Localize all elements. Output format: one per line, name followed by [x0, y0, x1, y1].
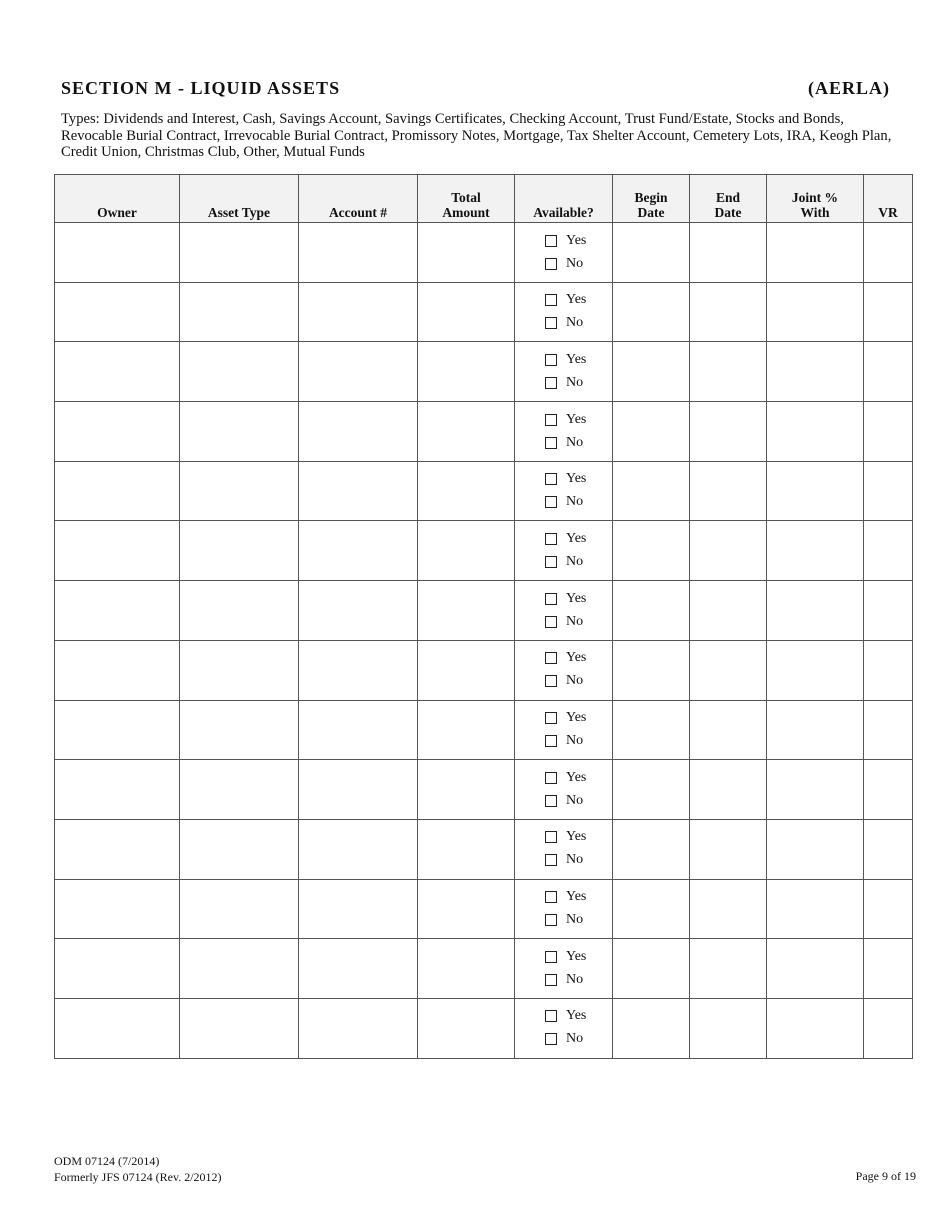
page-number: Page 9 of 19: [855, 1169, 916, 1183]
checkbox-no[interactable]: [545, 854, 557, 866]
cell-vr[interactable]: [864, 223, 913, 283]
cell-account-number[interactable]: [299, 640, 418, 700]
cell-owner[interactable]: [55, 223, 180, 283]
cell-account-number[interactable]: [299, 581, 418, 641]
cell-vr[interactable]: [864, 700, 913, 760]
cell-account-number[interactable]: [299, 402, 418, 462]
cell-asset-type[interactable]: [180, 998, 299, 1058]
available-no-option[interactable]: [545, 431, 612, 454]
table-row: [55, 819, 913, 879]
checkbox-yes[interactable]: [545, 831, 557, 843]
checkbox-label-yes: Yes: [566, 232, 587, 248]
checkbox-yes[interactable]: [545, 354, 557, 366]
cell-account-number[interactable]: [299, 700, 418, 760]
checkbox-no[interactable]: [545, 914, 557, 926]
cell-total-amount[interactable]: [418, 223, 515, 283]
cell-available: [515, 581, 613, 641]
table-row: [55, 700, 913, 760]
cell-begin-date[interactable]: [613, 819, 690, 879]
available-yes-option[interactable]: [545, 826, 612, 849]
cell-vr[interactable]: [864, 581, 913, 641]
cell-vr[interactable]: [864, 402, 913, 462]
formerly-id: Formerly JFS 07124 (Rev. 2/2012): [54, 1170, 222, 1184]
cell-joint-with[interactable]: [767, 640, 864, 700]
cell-available: [515, 819, 613, 879]
cell-owner[interactable]: [55, 700, 180, 760]
cell-begin-date[interactable]: [613, 521, 690, 581]
checkbox-label-yes: Yes: [566, 292, 587, 308]
checkbox-label-no: No: [566, 852, 584, 868]
cell-account-number[interactable]: [299, 282, 418, 342]
checkbox-label-no: No: [566, 912, 584, 928]
available-no-option[interactable]: [545, 730, 612, 753]
checkbox-label-no: No: [566, 494, 584, 510]
cell-vr[interactable]: [864, 342, 913, 402]
checkbox-no[interactable]: [545, 616, 557, 628]
cell-joint-with[interactable]: [767, 342, 864, 402]
cell-asset-type[interactable]: [180, 223, 299, 283]
cell-owner[interactable]: [55, 342, 180, 402]
cell-asset-type[interactable]: [180, 282, 299, 342]
cell-total-amount[interactable]: [418, 640, 515, 700]
checkbox-label-yes: Yes: [566, 829, 587, 845]
checkbox-yes[interactable]: [545, 1010, 557, 1022]
checkbox-yes[interactable]: [545, 235, 557, 247]
checkbox-label-no: No: [566, 374, 584, 390]
checkbox-no[interactable]: [545, 437, 557, 449]
cell-end-date[interactable]: [690, 402, 767, 462]
cell-account-number[interactable]: [299, 819, 418, 879]
cell-available: [515, 640, 613, 700]
cell-end-date[interactable]: [690, 998, 767, 1058]
form-identifier: [54, 1153, 222, 1185]
section-title: SECTION M - LIQUID ASSETS: [61, 78, 341, 98]
cell-total-amount[interactable]: [418, 581, 515, 641]
available-no-option[interactable]: [545, 491, 612, 514]
cell-available: [515, 282, 613, 342]
form-id: ODM 07124 (7/2014): [54, 1154, 160, 1168]
checkbox-label-no: No: [566, 315, 584, 331]
cell-total-amount[interactable]: [418, 819, 515, 879]
checkbox-no[interactable]: [545, 258, 557, 270]
cell-end-date[interactable]: [690, 461, 767, 521]
checkbox-yes[interactable]: [545, 891, 557, 903]
column-header-begin-date: Begin Date: [613, 175, 690, 223]
available-no-option[interactable]: [545, 670, 612, 693]
cell-account-number[interactable]: [299, 521, 418, 581]
available-yes-option[interactable]: [545, 229, 612, 252]
checkbox-yes[interactable]: [545, 772, 557, 784]
cell-asset-type[interactable]: [180, 342, 299, 402]
checkbox-yes[interactable]: [545, 593, 557, 605]
table-row: [55, 879, 913, 939]
cell-end-date[interactable]: [690, 342, 767, 402]
checkbox-label-no: No: [566, 792, 584, 808]
available-yes-option[interactable]: [545, 1005, 612, 1028]
checkbox-no[interactable]: [545, 377, 557, 389]
cell-available: [515, 402, 613, 462]
cell-end-date[interactable]: [690, 700, 767, 760]
checkbox-label-yes: Yes: [566, 411, 587, 427]
checkbox-label-yes: Yes: [566, 530, 587, 546]
column-header-end-date: End Date: [690, 175, 767, 223]
cell-available: [515, 998, 613, 1058]
cell-asset-type[interactable]: [180, 819, 299, 879]
cell-asset-type[interactable]: [180, 939, 299, 999]
cell-joint-with[interactable]: [767, 819, 864, 879]
checkbox-label-yes: Yes: [566, 351, 587, 367]
cell-account-number[interactable]: [299, 998, 418, 1058]
available-no-option[interactable]: [545, 849, 612, 872]
cell-total-amount[interactable]: [418, 282, 515, 342]
cell-end-date[interactable]: [690, 760, 767, 820]
cell-begin-date[interactable]: [613, 461, 690, 521]
column-header-vr: VR: [864, 175, 913, 223]
table-row: [55, 342, 913, 402]
available-no-option[interactable]: [545, 789, 612, 812]
available-yes-option[interactable]: [545, 707, 612, 730]
cell-owner[interactable]: [55, 819, 180, 879]
table-row: [55, 521, 913, 581]
available-no-option[interactable]: [545, 252, 612, 275]
cell-joint-with[interactable]: [767, 402, 864, 462]
cell-total-amount[interactable]: [418, 939, 515, 999]
column-header-total-amount: Total Amount: [418, 175, 515, 223]
cell-joint-with[interactable]: [767, 700, 864, 760]
cell-vr[interactable]: [864, 819, 913, 879]
available-no-option[interactable]: [545, 968, 612, 991]
checkbox-label-no: No: [566, 971, 584, 987]
cell-available: [515, 879, 613, 939]
cell-joint-with[interactable]: [767, 282, 864, 342]
cell-begin-date[interactable]: [613, 342, 690, 402]
cell-asset-type[interactable]: [180, 402, 299, 462]
cell-joint-with[interactable]: [767, 879, 864, 939]
checkbox-label-no: No: [566, 553, 584, 569]
checkbox-no[interactable]: [545, 556, 557, 568]
table-row: [55, 402, 913, 462]
cell-vr[interactable]: [864, 282, 913, 342]
cell-begin-date[interactable]: [613, 700, 690, 760]
cell-total-amount[interactable]: [418, 342, 515, 402]
column-header-available: Available?: [515, 175, 613, 223]
checkbox-label-no: No: [566, 255, 584, 271]
cell-end-date[interactable]: [690, 521, 767, 581]
checkbox-no[interactable]: [545, 795, 557, 807]
cell-joint-with[interactable]: [767, 461, 864, 521]
cell-account-number[interactable]: [299, 939, 418, 999]
available-no-option[interactable]: [545, 550, 612, 573]
cell-owner[interactable]: [55, 581, 180, 641]
column-header-joint-with: Joint % With: [767, 175, 864, 223]
cell-available: [515, 939, 613, 999]
cell-asset-type[interactable]: [180, 461, 299, 521]
available-yes-option[interactable]: [545, 468, 612, 491]
checkbox-label-yes: Yes: [566, 948, 587, 964]
asset-types-description: Types: Dividends and Interest, Cash, Savings Account, Savings Certificates, Checking Account, Trust Fund/Estate, Stocks and Bonds, Revocable Burial Contract, Irrevocable Burial Contract, Promissory Notes, Mortgage, Tax Shelter Account, Cemetery Lots, IRA, Keogh Plan, Credit Union, Christmas Club, Other, Mutual Funds: [61, 111, 892, 160]
cell-end-date[interactable]: [690, 581, 767, 641]
checkbox-no[interactable]: [545, 735, 557, 747]
checkbox-yes[interactable]: [545, 652, 557, 664]
cell-available: [515, 461, 613, 521]
table-row: [55, 581, 913, 641]
cell-asset-type[interactable]: [180, 581, 299, 641]
cell-total-amount[interactable]: [418, 521, 515, 581]
table-row: [55, 760, 913, 820]
column-header-asset-type: Asset Type: [180, 175, 299, 223]
table-row: [55, 282, 913, 342]
cell-available: [515, 760, 613, 820]
cell-end-date[interactable]: [690, 640, 767, 700]
checkbox-label-yes: Yes: [566, 650, 587, 666]
cell-end-date[interactable]: [690, 819, 767, 879]
cell-vr[interactable]: [864, 760, 913, 820]
table-row: [55, 640, 913, 700]
cell-asset-type[interactable]: [180, 521, 299, 581]
cell-begin-date[interactable]: [613, 939, 690, 999]
checkbox-yes[interactable]: [545, 533, 557, 545]
cell-account-number[interactable]: [299, 342, 418, 402]
form-code: (AERLA): [808, 78, 890, 98]
cell-account-number[interactable]: [299, 879, 418, 939]
cell-begin-date[interactable]: [613, 402, 690, 462]
cell-joint-with[interactable]: [767, 521, 864, 581]
checkbox-label-yes: Yes: [566, 769, 587, 785]
checkbox-no[interactable]: [545, 675, 557, 687]
cell-available: [515, 342, 613, 402]
column-header-account-number: Account #: [299, 175, 418, 223]
checkbox-no[interactable]: [545, 1033, 557, 1045]
cell-owner[interactable]: [55, 402, 180, 462]
cell-begin-date[interactable]: [613, 581, 690, 641]
cell-owner[interactable]: [55, 998, 180, 1058]
available-no-option[interactable]: [545, 1028, 612, 1051]
checkbox-yes[interactable]: [545, 473, 557, 485]
checkbox-label-no: No: [566, 434, 584, 450]
available-yes-option[interactable]: [545, 348, 612, 371]
available-no-option[interactable]: [545, 371, 612, 394]
cell-asset-type[interactable]: [180, 760, 299, 820]
available-yes-option[interactable]: [545, 587, 612, 610]
available-no-option[interactable]: [545, 909, 612, 932]
table-row: [55, 461, 913, 521]
cell-owner[interactable]: [55, 640, 180, 700]
cell-vr[interactable]: [864, 640, 913, 700]
checkbox-label-no: No: [566, 613, 584, 629]
cell-available: [515, 223, 613, 283]
cell-account-number[interactable]: [299, 461, 418, 521]
cell-begin-date[interactable]: [613, 282, 690, 342]
cell-account-number[interactable]: [299, 223, 418, 283]
cell-total-amount[interactable]: [418, 879, 515, 939]
cell-total-amount[interactable]: [418, 402, 515, 462]
cell-vr[interactable]: [864, 461, 913, 521]
cell-account-number[interactable]: [299, 760, 418, 820]
cell-asset-type[interactable]: [180, 640, 299, 700]
cell-asset-type[interactable]: [180, 700, 299, 760]
liquid-assets-table: [54, 174, 913, 1059]
cell-vr[interactable]: [864, 879, 913, 939]
cell-vr[interactable]: [864, 521, 913, 581]
cell-end-date[interactable]: [690, 282, 767, 342]
cell-asset-type[interactable]: [180, 879, 299, 939]
cell-total-amount[interactable]: [418, 760, 515, 820]
cell-end-date[interactable]: [690, 223, 767, 283]
cell-available: [515, 700, 613, 760]
checkbox-label-no: No: [566, 673, 584, 689]
checkbox-label-yes: Yes: [566, 590, 587, 606]
cell-end-date[interactable]: [690, 939, 767, 999]
checkbox-label-yes: Yes: [566, 1008, 587, 1024]
cell-owner[interactable]: [55, 760, 180, 820]
checkbox-label-no: No: [566, 733, 584, 748]
available-yes-option[interactable]: [545, 886, 612, 909]
table-row: [55, 939, 913, 999]
cell-total-amount[interactable]: [418, 700, 515, 760]
available-no-option[interactable]: [545, 312, 612, 335]
table-row: [55, 223, 913, 283]
checkbox-yes[interactable]: [545, 712, 557, 724]
cell-total-amount[interactable]: [418, 998, 515, 1058]
available-yes-option[interactable]: [545, 289, 612, 312]
cell-joint-with[interactable]: [767, 939, 864, 999]
cell-begin-date[interactable]: [613, 879, 690, 939]
available-yes-option[interactable]: [545, 527, 612, 550]
cell-begin-date[interactable]: [613, 640, 690, 700]
checkbox-no[interactable]: [545, 317, 557, 329]
available-yes-option[interactable]: [545, 945, 612, 968]
available-yes-option[interactable]: [545, 408, 612, 431]
cell-joint-with[interactable]: [767, 581, 864, 641]
cell-total-amount[interactable]: [418, 461, 515, 521]
cell-begin-date[interactable]: [613, 760, 690, 820]
cell-end-date[interactable]: [690, 879, 767, 939]
cell-owner[interactable]: [55, 282, 180, 342]
checkbox-label-yes: Yes: [566, 471, 587, 487]
available-no-option[interactable]: [545, 610, 612, 633]
table-header-row: [55, 175, 913, 223]
cell-joint-with[interactable]: [767, 760, 864, 820]
cell-joint-with[interactable]: [767, 223, 864, 283]
checkbox-yes[interactable]: [545, 414, 557, 426]
cell-vr[interactable]: [864, 998, 913, 1058]
available-yes-option[interactable]: [545, 647, 612, 670]
column-header-owner: Owner: [55, 175, 180, 223]
checkbox-label-yes: Yes: [566, 889, 587, 905]
cell-owner[interactable]: [55, 521, 180, 581]
checkbox-no[interactable]: [545, 496, 557, 508]
checkbox-label-yes: Yes: [566, 710, 587, 725]
checkbox-label-no: No: [566, 1031, 584, 1047]
cell-owner[interactable]: [55, 939, 180, 999]
cell-joint-with[interactable]: [767, 998, 864, 1058]
cell-begin-date[interactable]: [613, 998, 690, 1058]
checkbox-yes[interactable]: [545, 294, 557, 306]
cell-available: [515, 521, 613, 581]
available-yes-option[interactable]: [545, 766, 612, 789]
checkbox-no[interactable]: [545, 974, 557, 986]
cell-vr[interactable]: [864, 939, 913, 999]
table-row: [55, 998, 913, 1058]
cell-owner[interactable]: [55, 879, 180, 939]
cell-begin-date[interactable]: [613, 223, 690, 283]
cell-owner[interactable]: [55, 461, 180, 521]
checkbox-yes[interactable]: [545, 951, 557, 963]
